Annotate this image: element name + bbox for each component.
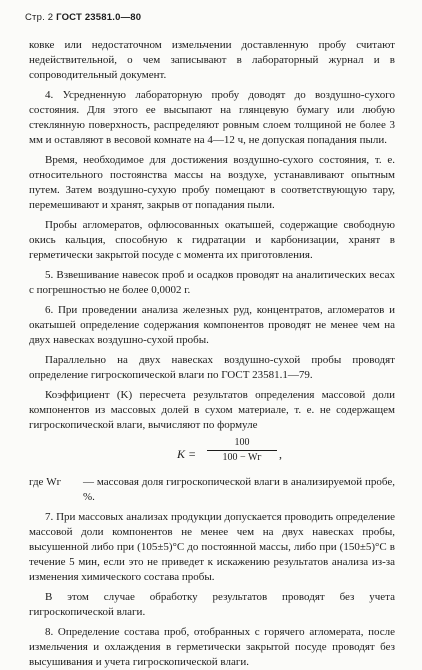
- document-body: [29, 38, 395, 670]
- page-header: [25, 12, 141, 23]
- page-number: Стр. 2: [25, 12, 54, 23]
- paragraph: 7. При массовых анализах продукции допускается проводить определение массовой доли компонентов не менее чем на двух навесках пробы, высушенной либо при (105±5)°С до постоянной массы, либо при (150±5)°С в течение 5 мин, если это не приведет к искажению результатов анализа из-за изменения химического состава пробы.: [29, 511, 395, 583]
- definition-text: — массовая доля гигроскопической влаги в анализируемой пробе, %.: [83, 476, 395, 503]
- paragraph: 5. Взвешивание навесок проб и осадков проводят на аналитических весах с погрешностью не более 0,0002 г.: [29, 269, 395, 296]
- paragraph: В этом случае обработку результатов проводят без учета гигроскопической влаги.: [29, 591, 395, 618]
- formula-definition: [29, 475, 395, 505]
- definition-symbol: где Wг: [29, 476, 62, 488]
- formula: [29, 437, 395, 471]
- paragraph: Время, необходимое для достижения воздушно-сухого состояния, т. е. относительного постоянства массы на воздухе, устанавливают опытным путем. Затем воздушно-сухую пробу помещают в соответствующую тару, перемешивают и хранят, закрыв от попадания пыли.: [29, 154, 395, 211]
- formula-lhs: K =: [177, 447, 197, 461]
- paragraph: ковке или недостаточном измельчении доставленную пробу считают недействительной, о чем записывают в лабораторный журнал и в сопроводительный документ.: [29, 39, 395, 81]
- paragraph: 6. При проведении анализа железных руд, концентратов, агломератов и окатышей определение содержания компонентов проводят не менее чем на двух навесках воздушно-сухой пробы.: [29, 304, 395, 346]
- paragraph: Коэффициент (K) пересчета результатов определения массовой доли компонентов из массовых долей в сухом материале, т. е. не содержащем гигроскопической влаги, вычисляют по формуле: [29, 389, 395, 431]
- standard-number: ГОСТ 23581.0—80: [56, 12, 142, 23]
- formula-denominator: 100 − Wг: [222, 452, 262, 463]
- paragraph: 4. Усредненную лабораторную пробу доводят до воздушно-сухого состояния. Для этого ее высыпают на глянцевую бумагу или любую стеклянную поверхность, распределяют ровным слоем толщиной не более 3 мм и оставляют в весовой комнате на 4—12 ч, не допуская попадания пыли.: [29, 89, 395, 146]
- formula-fraction: [207, 437, 277, 464]
- paragraph: Параллельно на двух навесках воздушно-сухой пробы проводят определение гигроскопической влаги по ГОСТ 23581.1—79.: [29, 354, 395, 381]
- formula-trailing: ,: [279, 447, 282, 461]
- paragraph: Пробы агломератов, офлюсованных окатышей, содержащие свободную окись кальция, способную к гидратации и карбонизации, хранят в герметически закрытой посуде с момента их приготовления.: [29, 219, 395, 261]
- paragraph: 8. Определение состава проб, отобранных с горячего агломерата, после измельчения и охлаждения в герметически закрытой посуде проводят без высушивания и учета гигроскопической влаги.: [29, 626, 395, 668]
- formula-numerator: 100: [207, 437, 277, 451]
